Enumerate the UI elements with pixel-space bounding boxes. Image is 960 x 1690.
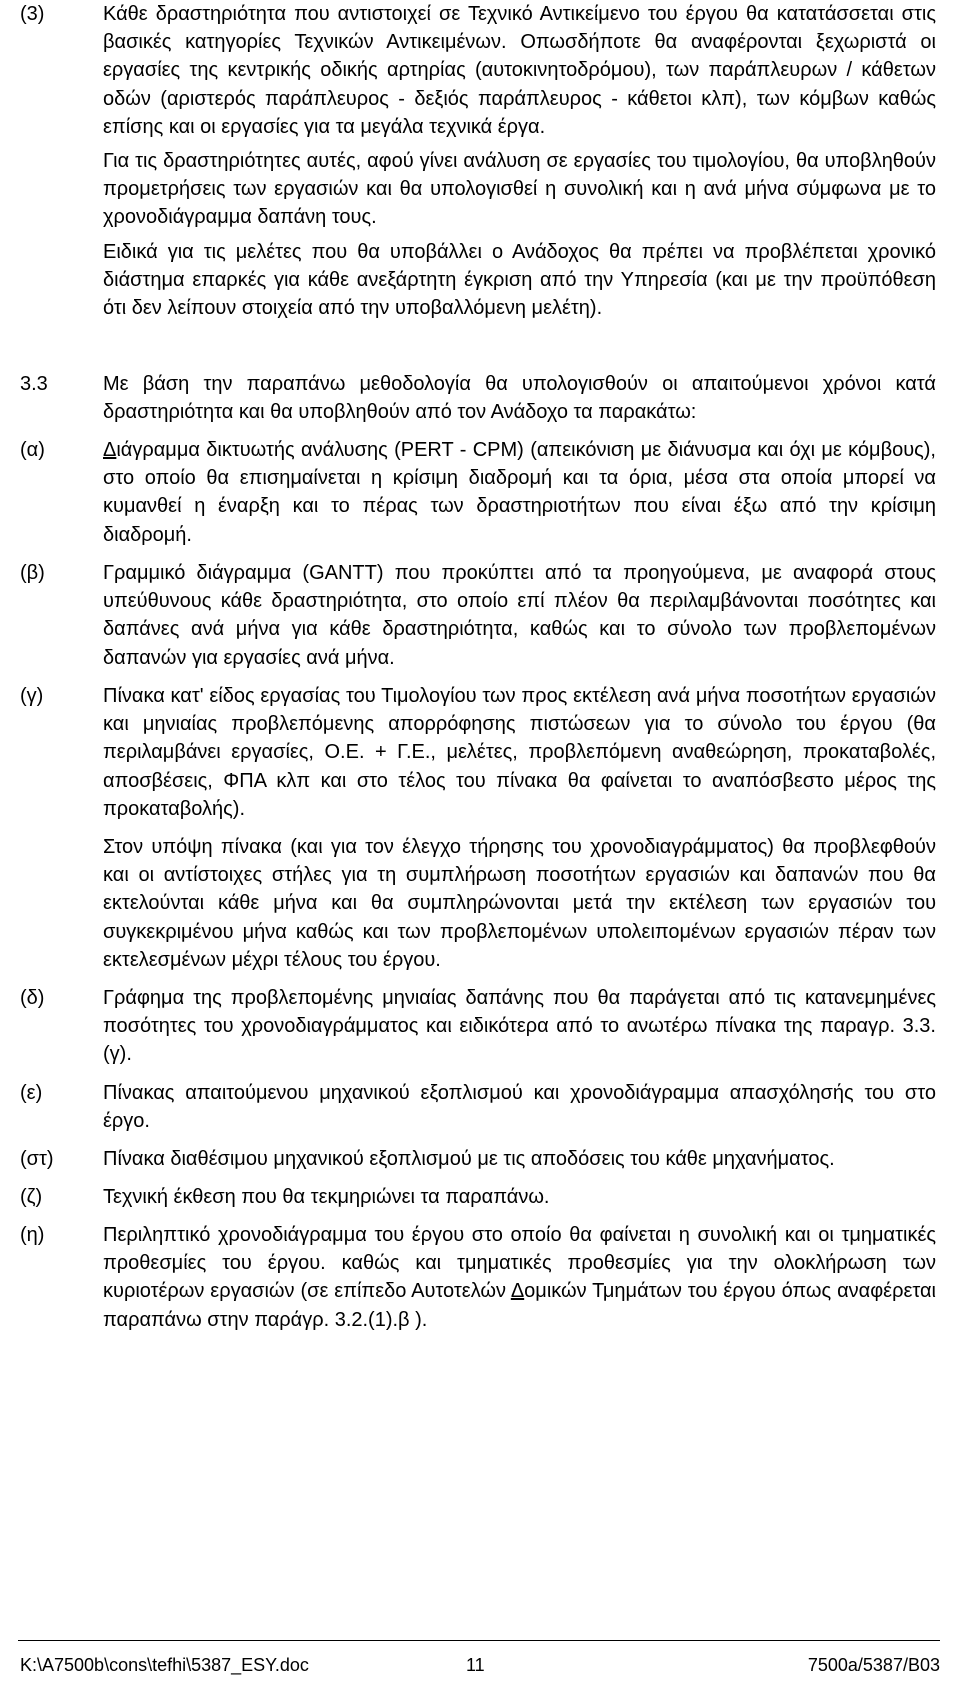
item-text: ιάγραμμα δικτυωτής ανάλυσης (PERT - CPM) (απεικόνιση με διάνυσμα και όχι με κόμβους), στο οποίο θα επισημαίνεται η κρίσιμη διαδρομή και τα όρια, μέσα στα οποία μπορεί να κυμανθεί η έναρξη και το πέρας των δραστηριοτήτων που είναι έξω από την κρίσιμη διαδρομή. [103, 439, 936, 546]
item-body [103, 682, 936, 974]
list-item-d [20, 984, 936, 1069]
underlined-letter: Δ [510, 1280, 525, 1303]
paragraph: Ειδικά για τις μελέτες που θα υποβάλλει ο Ανάδοχος θα πρέπει να προβλέπεται χρονικό διάστημα επαρκές για κάθε ανεξάρτητη έγκριση από την Υπηρεσία (και με την προϋπόθεση ότι δεν λείπουν στοιχεία από την υποβαλλόμενη μελέτη). [103, 240, 936, 320]
item-text-part: Περιληπτικό χρονοδιάγραμμα του έργου στο οποίο θα φαίνεται η συνολική και οι τμηματικές προθεσμίες του έργου. καθώς και τμηματικές προθεσμίες για την ολοκλήρωση των κυριοτέρων εργασιών (σε επίπεδο Αυτοτελών [103, 1224, 936, 1303]
item-label: (ε) [20, 1082, 43, 1104]
item-label: (δ) [20, 987, 45, 1009]
item-text: Γράφημα της προβλεπομένης μηνιαίας δαπάνης που θα παράγεται από τις κατανεμημένες ποσότητες του χρονοδιαγράμματος και ειδικότερα από το ανωτέρω πίνακα της παραγρ. 3.3.(γ). [103, 987, 936, 1066]
footer-page-number: 11 [466, 1655, 485, 1675]
item-label: (3) [20, 3, 45, 25]
list-item-b [20, 559, 936, 672]
list-item-z [20, 1183, 936, 1211]
item-text: Πίνακα κατ' είδος εργασίας του Τιμολογίου των προς εκτέλεση ανά μήνα ποσοτήτων εργασιών και μηνιαίας προβλεπόμενης απορρόφησης πιστώσεων για το σύνολο του έργου (θα περιλαμβάνει εργασίες, Ο.Ε. + Γ.Ε., μελέτες, προβλεπόμενη αναθεώρηση, προκαταβολές, αποσβέσεις, ΦΠΑ κλπ και στο τέλος του πίνακα θα φαίνεται το αναπόσβεστο μέρος της προκαταβολής). [103, 685, 936, 820]
footer-file-path: K:\A7500b\cons\tefhi\5387_ESY.doc [20, 1655, 309, 1675]
list-item-st [20, 1145, 936, 1173]
item-label: (β) [20, 562, 45, 584]
item-text-part: ομικών Τμημάτων του έργου όπως αναφέρεται παραπάνω στην παράγρ. 3.2.(1).β ). [103, 1280, 936, 1331]
footer-document-code: 7500a/5387/B03 [807, 1655, 940, 1675]
section-3-3 [20, 370, 936, 426]
item-label: (η) [20, 1224, 45, 1246]
item-extra-paragraph: Στον υπόψη πίνακα (και για τον έλεγχο τήρησης του χρονοδιαγράμματος) θα προβλεφθούν και οι αντίστοιχες στήλες για τη συμπλήρωση ποσοτήτων εργασιών και δαπανών που θα εκτελούνται κάθε μήνα και θα συμπληρώνονται μετά την εκτέλεση των εργασιών του συγκεκριμένου μήνα καθώς και των προβλεπομένων υπολειπομένων εργασιών πέραν των εκτελεσμένων μέχρι τέλους του έργου. [103, 836, 936, 971]
item-label: (στ) [20, 1148, 54, 1170]
item-text: Πίνακα διαθέσιμου μηχανικού εξοπλισμού με τις αποδόσεις του κάθε μηχανήματος. [103, 1148, 835, 1170]
item-label: (ζ) [20, 1186, 43, 1208]
item-body [103, 0, 936, 322]
underlined-letter: Δ [103, 439, 117, 461]
list-item-3 [20, 0, 936, 322]
section-number: 3.3 [20, 373, 48, 395]
item-text: Τεχνική έκθεση που θα τεκμηριώνει τα παραπάνω. [103, 1186, 550, 1208]
list-item-h [20, 1221, 936, 1334]
item-text [103, 1221, 936, 1334]
list-item-c [20, 682, 936, 974]
section-intro: Με βάση την παραπάνω μεθοδολογία θα υπολογισθούν οι απαιτούμενοι χρόνοι κατά δραστηριότητα και θα υποβληθούν από τον Ανάδοχο τα παρακάτω: [103, 373, 936, 424]
item-text: Πίνακας απαιτούμενου μηχανικού εξοπλισμού και χρονοδιάγραμμα απασχόλησής του στο έργο. [103, 1082, 936, 1133]
paragraph: Κάθε δραστηριότητα που αντιστοιχεί σε Τεχνικό Αντικείμενο του έργου θα κατατάσσεται στις βασικές κατηγορίες Τεχνικών Αντικειμένων. Οπωσδήποτε θα αναφέρονται ξεχωριστά οι εργασίες της κεντρικής οδικής αρτηρίας (αυτοκινητοδρόμου), των παράπλευρων / κάθετων οδών (αριστερός παράπλευρος - δεξιός παράπλευρος - κάθετοι κλπ), των κόμβων καθώς επίσης και οι εργασίες για τα μεγάλα τεχνικά έργα. [103, 3, 936, 138]
item-text: Γραμμικό διάγραμμα (GANTT) που προκύπτει από τα προηγούμενα, με αναφορά στους υπεύθυνους κάθε δραστηριότητα, στο οποίο επί πλέον θα περιλαμβάνονται ποσότητες και δαπάνες ανά μήνα για κάθε δραστηριότητα, καθώς και το σύνολο των προβλεπομένων δαπανών για εργασίες ανά μήνα. [103, 562, 936, 669]
item-label: (α) [20, 439, 45, 461]
paragraph: Για τις δραστηριότητες αυτές, αφού γίνει ανάλυση σε εργασίες του τιμολογίου, θα υποβληθούν προμετρήσεις των εργασιών και θα υπολογισθεί η συνολική και η ανά μήνα σύμφωνα με το χρονοδιάγραμμα δαπάνη τους. [103, 150, 936, 229]
item-body [103, 436, 936, 549]
item-label: (γ) [20, 685, 44, 707]
page-footer [18, 1640, 940, 1681]
list-item-a [20, 436, 936, 549]
list-item-e [20, 1079, 936, 1135]
